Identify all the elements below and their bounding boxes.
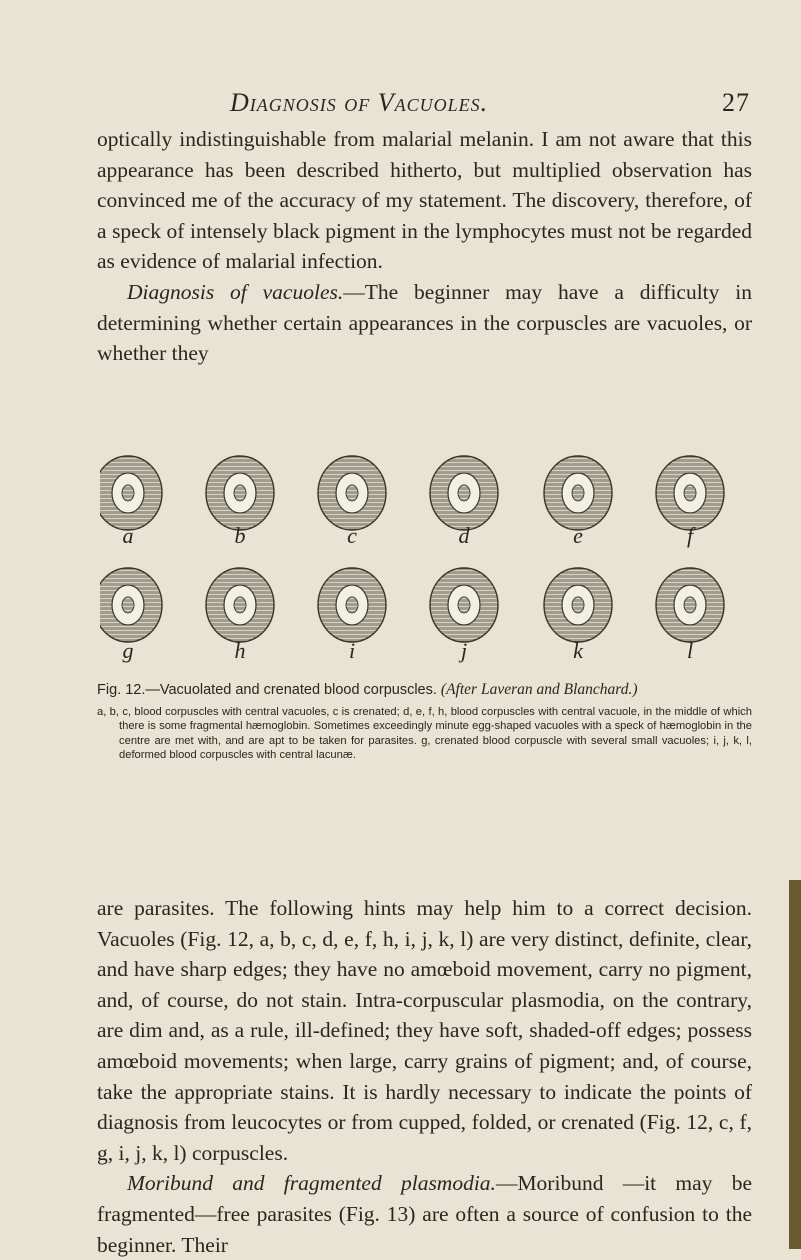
- header-title: Diagnosis of Vacuoles.: [230, 88, 489, 117]
- corpuscle-i: [318, 568, 386, 642]
- figure-label-h: h: [234, 638, 246, 663]
- corpuscle-f: [656, 456, 724, 530]
- figure-label-e: e: [573, 523, 583, 548]
- corpuscle-g: [100, 568, 162, 642]
- figure-label-l: l: [686, 638, 694, 663]
- caption-title-line: [97, 681, 752, 699]
- caption-source: (After Laveran and Blanchard.): [440, 681, 638, 698]
- paragraph-2-heading: Diagnosis of vacuoles.: [127, 279, 344, 304]
- corpuscle-k: [544, 568, 612, 642]
- paragraph-3: [97, 893, 752, 1260]
- paragraph-4: [97, 1168, 752, 1260]
- paragraph-4-text: —Moribund —it may be fragmented—free parasites (Fig. 13) are often a source of confusion to the beginner. Their: [97, 1171, 752, 1257]
- page-number: 27: [722, 88, 750, 117]
- figure-12: [100, 415, 750, 687]
- paragraph-1-text: optically indistinguishable from malarial melanin. I am not aware that this appearance has been described hitherto, but multiplied observation has convinced me of the accuracy of my statement. The discovery, therefore, of a speck of intensely black pigment in the lymphocytes must not be regarded as evidence of malarial infection.: [97, 127, 752, 274]
- running-header: [230, 88, 750, 118]
- figure-caption: [97, 681, 752, 763]
- caption-legend: a, b, c, blood corpuscles with central vacuoles, c is crenated; d, e, f, h, blood corpuscles with central vacuole, in the middle of which there is some fragmental hæmoglobin. Sometimes exceedingly minute egg-shaped vacuoles with a speck of hæmoglobin in the centre are met with, and are apt to be taken for parasites. g, crenated blood corpuscle with several small vacuoles; i, j, k, l, deformed blood corpuscles with central lacunæ.: [97, 706, 752, 762]
- figure-label-b: b: [234, 523, 246, 548]
- corpuscle-drawings: [100, 415, 750, 687]
- figure-label-c: c: [347, 523, 357, 548]
- figure-label-g: g: [122, 638, 134, 663]
- figure-label-a: a: [122, 523, 134, 548]
- corpuscle-b: [206, 456, 274, 530]
- caption-title: Fig. 12.—Vacuolated and crenated blood corpuscles.: [97, 682, 437, 698]
- figure-label-j: j: [460, 638, 468, 663]
- paragraph-2: [97, 277, 752, 369]
- corpuscle-a: [100, 456, 162, 530]
- paragraph-4-heading: Moribund and fragmented plasmodia.: [127, 1171, 496, 1196]
- figure-label-k: k: [573, 638, 583, 663]
- page-edge-shadow: [789, 880, 801, 1249]
- corpuscle-c: [318, 456, 386, 530]
- corpuscle-l: [656, 568, 724, 642]
- figure-label-i: i: [348, 638, 356, 663]
- corpuscle-d: [430, 456, 498, 530]
- corpuscle-e: [544, 456, 612, 530]
- figure-label-d: d: [458, 523, 470, 548]
- paragraph-1: [97, 124, 752, 369]
- figure-label-f: f: [686, 523, 694, 548]
- corpuscle-h: [206, 568, 274, 642]
- corpuscle-j: [430, 568, 498, 642]
- paragraph-3-text: are parasites. The following hints may help him to a correct decision. Vacuoles (Fig. 12, a, b, c, d, e, f, h, i, j, k, l) are very distinct, definite, clear, and have sharp edges; they have no amœboid movement, carry no pigment, and, of course, do not stain. Intra-corpuscular plasmodia, on the contrary, are dim and, as a rule, ill-defined; they have soft, shaded-off edges; possess amœboid movements; when large, carry grains of pigment; and, of course, take the appropriate stains. It is hardly necessary to indicate the points of diagnosis from leucocytes or from cupped, folded, or crenated (Fig. 12, c, f, g, i, j, k, l) corpuscles.: [97, 896, 752, 1165]
- paragraph-2-text: —The beginner may have a difficulty in determining whether certain appearances in the corpuscles are vacuoles, or whether they: [97, 279, 752, 366]
